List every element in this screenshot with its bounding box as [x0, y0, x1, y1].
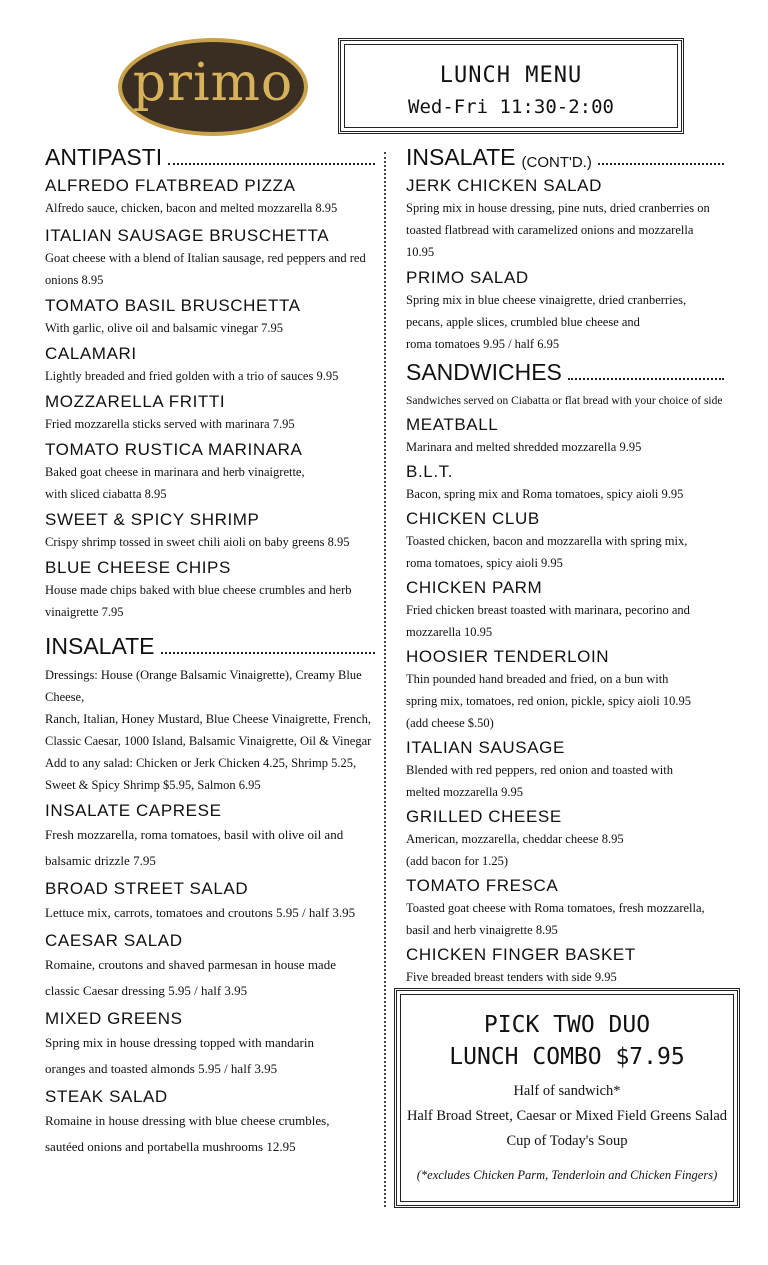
combo-lines [401, 1079, 733, 1154]
menu-item-desc: American, mozzarella, cheddar cheese 8.95 [406, 832, 624, 846]
menu-item-name: ITALIAN SAUSAGE BRUSCHETTA [45, 226, 330, 245]
insalate-list [45, 800, 375, 1160]
menu-item-name: CHICKEN CLUB [406, 509, 540, 528]
lunch-hours-time: Wed-Fri 11:30-2:00 [408, 96, 614, 118]
sandwiches-note: Sandwiches served on Ciabatta or flat bread with your choice of side [406, 395, 723, 407]
menu-item-name: MOZZARELLA FRITTI [45, 392, 226, 411]
menu-item-desc: Fried mozzarella sticks served with marinara 7.95 [45, 417, 295, 431]
menu-item-name: CALAMARI [45, 344, 137, 363]
column-divider [384, 152, 386, 1207]
menu-item-desc: Lettuce mix, carrots, tomatoes and croutons 5.95 / half 3.95 [45, 905, 356, 920]
menu-item-desc: Toasted goat cheese with Roma tomatoes, fresh mozzarella, [406, 901, 705, 915]
menu-item-desc: classic Caesar dressing 5.95 / half 3.95 [45, 983, 248, 998]
menu-item-desc: Lightly breaded and fried golden with a trio of sauces 9.95 [45, 369, 339, 383]
combo-line: Half Broad Street, Caesar or Mixed Field Greens Salad [406, 1108, 728, 1124]
menu-item-desc: With garlic, olive oil and balsamic vinegar 7.95 [45, 321, 283, 335]
menu-item-desc: Romaine in house dressing with blue cheese crumbles, [45, 1113, 330, 1128]
menu-item-desc: Alfredo sauce, chicken, bacon and melted mozzarella 8.95 [45, 201, 338, 215]
antipasti-heading: ANTIPASTI [45, 144, 375, 171]
menu-item-desc: Goat cheese with a blend of Italian sausage, red peppers and red [45, 251, 366, 265]
menu-item-name: TOMATO BASIL BRUSCHETTA [45, 296, 301, 315]
menu-item-name: JERK CHICKEN SALAD [406, 176, 602, 195]
menu-item-desc: oranges and toasted almonds 5.95 / half 3.95 [45, 1061, 278, 1076]
left-column [45, 144, 375, 1160]
combo-line: Half of sandwich* [513, 1083, 621, 1099]
sandwiches-heading: SANDWICHES [406, 359, 724, 386]
menu-item-name: MEATBALL [406, 415, 499, 434]
menu-item-desc: roma tomatoes 9.95 / half 6.95 [406, 337, 560, 351]
combo-price-title: LUNCH COMBO $7.95 [449, 1044, 685, 1070]
menu-item-desc: Fried chicken breast toasted with marinara, pecorino and [406, 603, 690, 617]
menu-item-desc: sautéed onions and portabella mushrooms 12.95 [45, 1139, 296, 1154]
menu-item-name: CHICKEN FINGER BASKET [406, 945, 636, 964]
menu-item-name: ITALIAN SAUSAGE [406, 738, 565, 757]
logo-text: primo [132, 53, 294, 113]
dressings-line: Add to any salad: Chicken or Jerk Chicken 4.25, Shrimp 5.25, [45, 756, 357, 770]
menu-item-desc: Spring mix in house dressing, pine nuts, dried cranberries on [406, 201, 710, 215]
menu-item-desc: Spring mix in blue cheese vinaigrette, dried cranberries, [406, 293, 687, 307]
insalate-contd-heading: INSALATE (CONT'D.) [406, 144, 724, 171]
dressings-line: Ranch, Italian, Honey Mustard, Blue Cheese Vinaigrette, French, [45, 712, 372, 726]
menu-item-desc: onions 8.95 [45, 273, 104, 287]
menu-item-desc: balsamic drizzle 7.95 [45, 853, 156, 868]
insalate-heading: INSALATE [45, 633, 375, 660]
menu-item-desc: Blended with red peppers, red onion and toasted with [406, 763, 673, 777]
dressings-line: Classic Caesar, 1000 Island, Balsamic Vinaigrette, Oil & Vinegar [45, 734, 372, 748]
menu-item-name: TOMATO FRESCA [406, 876, 559, 895]
menu-item-name: GRILLED CHEESE [406, 807, 562, 826]
menu-item-desc: pecans, apple slices, crumbled blue cheese and [406, 315, 640, 329]
menu-item-desc: Crispy shrimp tossed in sweet chili aioli on baby greens 8.95 [45, 535, 350, 549]
right-column [406, 144, 724, 988]
menu-item-name: TOMATO RUSTICA MARINARA [45, 440, 303, 459]
menu-item-name: BLUE CHEESE CHIPS [45, 558, 231, 577]
menu-item-desc: toasted flatbread with caramelized onions and mozzarella 10.95 [406, 223, 694, 259]
menu-item-name: INSALATE CAPRESE [45, 801, 222, 820]
combo-title: PICK TWO DUO [483, 1012, 651, 1038]
menu-item-desc: House made chips baked with blue cheese crumbles and herb [45, 583, 352, 597]
menu-item-desc: (add bacon for 1.25) [406, 854, 509, 868]
menu-item-name: HOOSIER TENDERLOIN [406, 647, 610, 666]
insalate-contd-list [406, 175, 724, 355]
menu-item-desc: Spring mix in house dressing topped with mandarin [45, 1035, 315, 1050]
antipasti-list [45, 175, 375, 623]
menu-item-desc: basil and herb vinaigrette 8.95 [406, 923, 558, 937]
menu-item-desc: vinaigrette 7.95 [45, 605, 124, 619]
menu-item-name: SWEET & SPICY SHRIMP [45, 510, 260, 529]
menu-item-name: BROAD STREET SALAD [45, 879, 249, 898]
menu-item-name: B.L.T. [406, 462, 454, 481]
menu-item-desc: Bacon, spring mix and Roma tomatoes, spicy aioli 9.95 [406, 487, 684, 501]
menu-item-name: ALFREDO FLATBREAD PIZZA [45, 176, 296, 195]
menu-item-name: STEAK SALAD [45, 1087, 168, 1106]
lunch-menu-title: LUNCH MENU [439, 63, 583, 88]
menu-item-name: CAESAR SALAD [45, 931, 183, 950]
menu-item-desc: melted mozzarella 9.95 [406, 785, 523, 799]
menu-item-desc: Toasted chicken, bacon and mozzarella with spring mix, [406, 534, 688, 548]
combo-line: Cup of Today's Soup [506, 1133, 628, 1149]
menu-item-desc: (add cheese $.50) [406, 716, 494, 730]
sandwiches-list [406, 414, 724, 988]
menu-item-desc: roma tomatoes, spicy aioli 9.95 [406, 556, 563, 570]
menu-item-desc: Romaine, croutons and shaved parmesan in house made [45, 957, 336, 972]
primo-logo [118, 38, 308, 136]
menu-item-desc: Marinara and melted shredded mozzarella 9.95 [406, 440, 642, 454]
menu-item-desc: Fresh mozzarella, roma tomatoes, basil with olive oil and [45, 827, 344, 842]
menu-item-desc: mozzarella 10.95 [406, 625, 493, 639]
lunch-combo-box [394, 988, 740, 1208]
menu-item-desc: spring mix, tomatoes, red onion, pickle, spicy aioli 10.95 [406, 694, 692, 708]
dressings-list [45, 664, 375, 796]
menu-item-name: PRIMO SALAD [406, 268, 529, 287]
menu-item-name: CHICKEN PARM [406, 578, 543, 597]
dressings-line: Sweet & Spicy Shrimp $5.95, Salmon 6.95 [45, 778, 261, 792]
dressings-line: Dressings: House (Orange Balsamic Vinaigrette), Creamy Blue Cheese, [45, 668, 362, 704]
combo-exclusions-note: (*excludes Chicken Parm, Tenderloin and Chicken Fingers) [416, 1168, 718, 1182]
menu-item-desc: Thin pounded hand breaded and fried, on a bun with [406, 672, 669, 686]
menu-item-desc: with sliced ciabatta 8.95 [45, 487, 167, 501]
menu-item-name: MIXED GREENS [45, 1009, 183, 1028]
menu-item-desc: Five breaded breast tenders with side 9.95 [406, 970, 617, 984]
lunch-hours-box [338, 38, 684, 134]
menu-item-desc: Baked goat cheese in marinara and herb vinaigrette, [45, 465, 305, 479]
